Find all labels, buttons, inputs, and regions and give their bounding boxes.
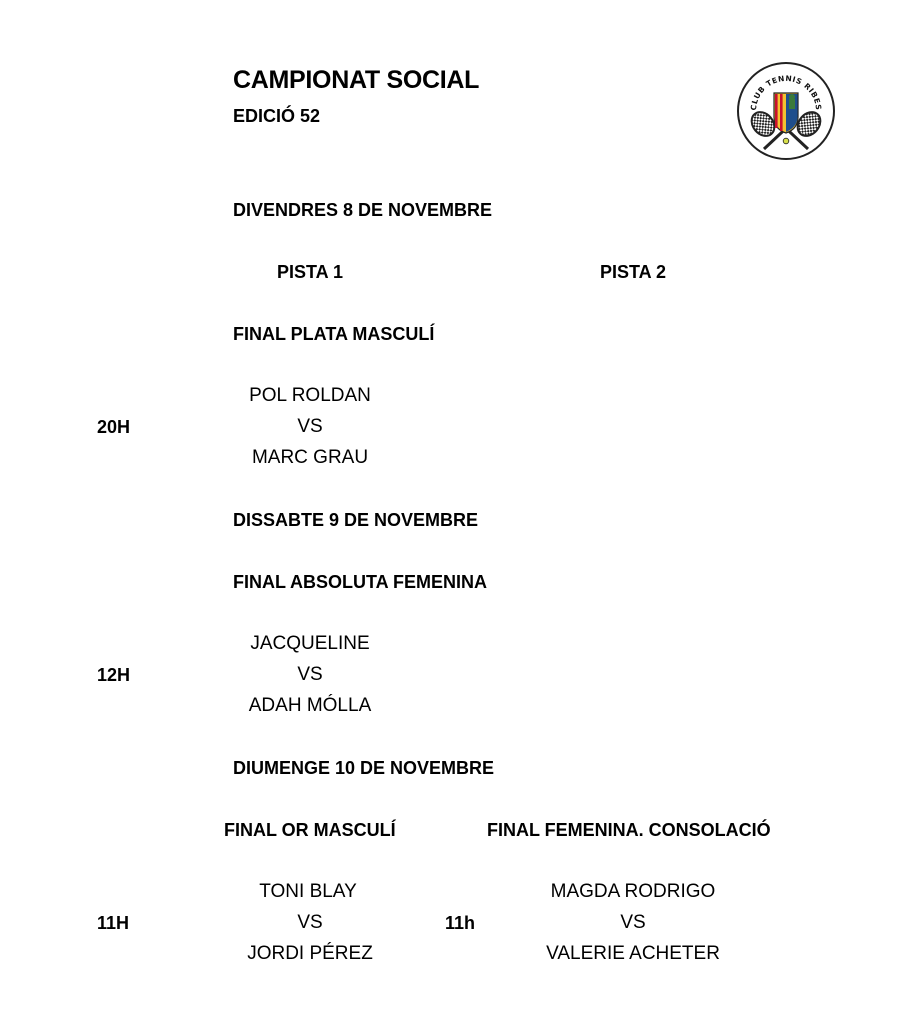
- day1-player2: MARC GRAU: [251, 447, 369, 468]
- day3-category2: FINAL FEMENINA. CONSOLACIÓ: [487, 820, 771, 840]
- day2-player2: ADAH MÓLLA: [248, 695, 372, 716]
- day3-match1-player1: TONI BLAY: [259, 881, 357, 902]
- day2-vs: VS: [297, 664, 323, 685]
- day1-date: DIVENDRES 8 DE NOVEMBRE: [233, 200, 493, 220]
- day3-date: DIUMENGE 10 DE NOVEMBRE: [233, 758, 495, 778]
- court1-heading: PISTA 1: [276, 262, 344, 282]
- court2-heading: PISTA 2: [599, 262, 667, 282]
- day1-category: FINAL PLATA MASCULÍ: [233, 324, 435, 344]
- ball-icon: [783, 138, 789, 144]
- day3-match2-vs: VS: [620, 912, 646, 933]
- day2-category: FINAL ABSOLUTA FEMENINA: [233, 572, 487, 592]
- day3-match2-player1: MAGDA RODRIGO: [550, 881, 716, 902]
- day3-match2-time: 11h: [445, 913, 476, 933]
- day1-time: 20H: [97, 417, 131, 437]
- day3-match1-time: 11H: [97, 913, 130, 933]
- day3-match1-vs: VS: [297, 912, 323, 933]
- day3-category1: FINAL OR MASCULÍ: [224, 820, 396, 840]
- club-logo: [736, 61, 836, 161]
- shield-icon: [774, 93, 798, 133]
- edition-label: EDICIÓ 52: [233, 106, 321, 126]
- day1-player1: POL ROLDAN: [249, 385, 371, 406]
- day2-date: DISSABTE 9 DE NOVEMBRE: [233, 510, 479, 530]
- day3-match1-player2: JORDI PÉREZ: [247, 943, 373, 964]
- day2-player1: JACQUELINE: [250, 633, 370, 654]
- day2-time: 12H: [97, 665, 131, 685]
- page-title: CAMPIONAT SOCIAL: [233, 66, 480, 94]
- day3-match2-player2: VALERIE ACHETER: [546, 943, 720, 964]
- day1-vs: VS: [297, 416, 323, 437]
- svg-text:CLUB TENNIS RIBES: CLUB TENNIS RIBES: [748, 73, 824, 111]
